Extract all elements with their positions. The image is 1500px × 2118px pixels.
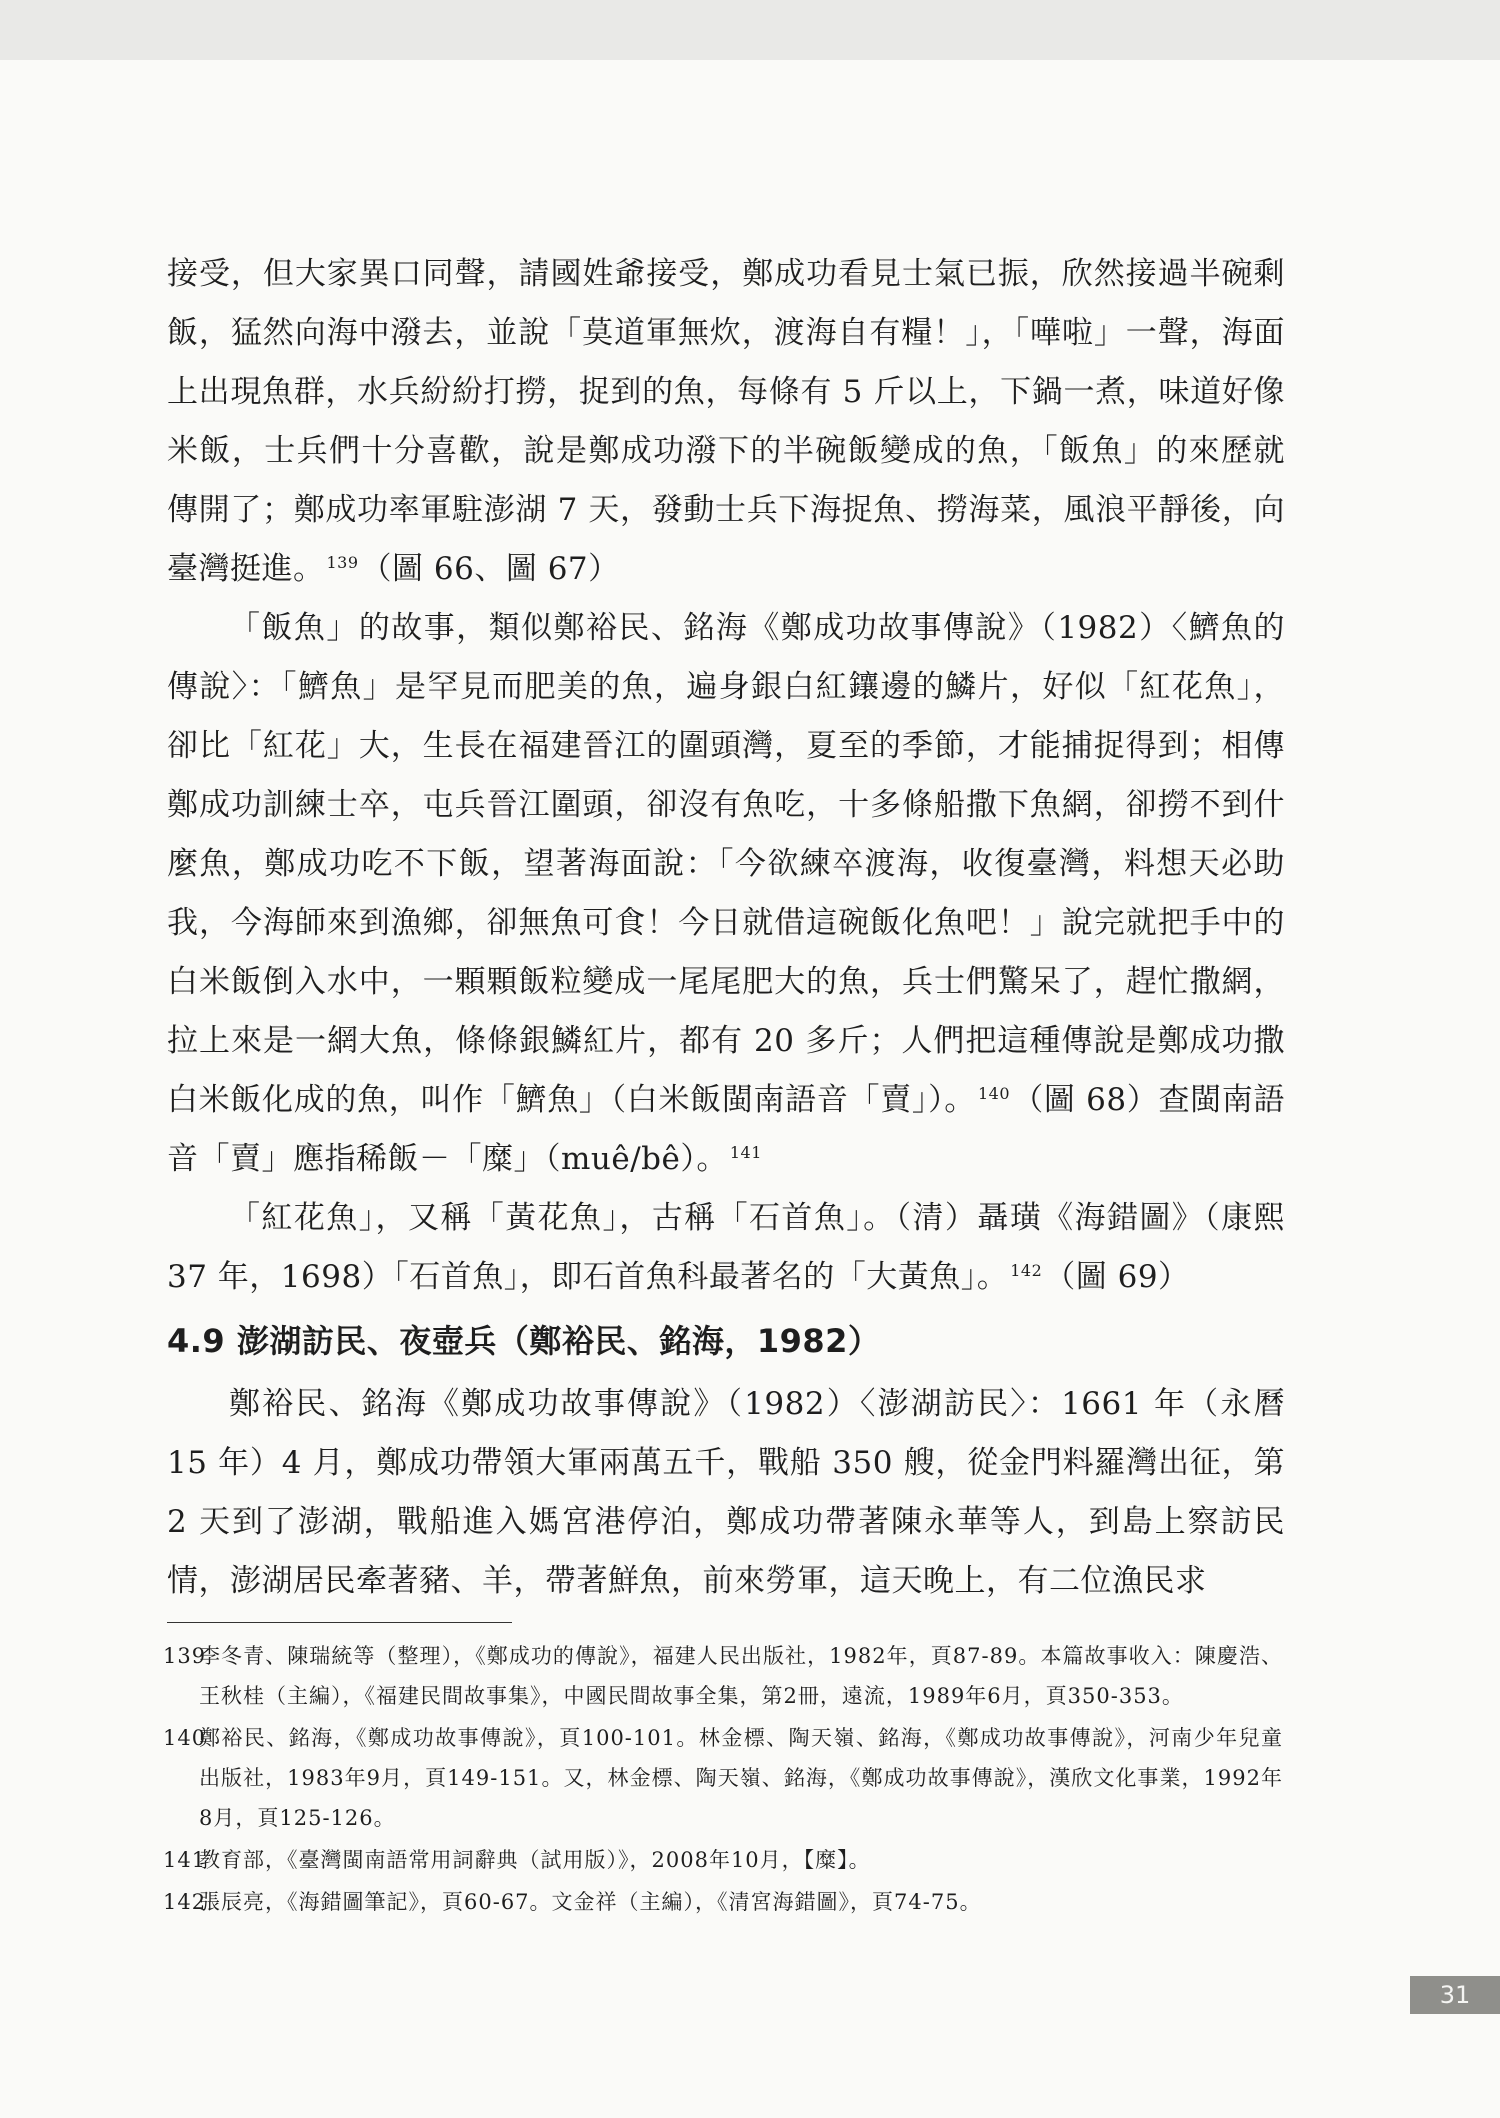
footnote-divider <box>167 1622 512 1623</box>
paragraph-3 <box>167 1189 1285 1307</box>
footnote-ref-141[interactable]: 141 <box>729 1142 762 1162</box>
footnote-ref-139[interactable]: 139 <box>326 552 359 572</box>
scan-top-band <box>0 0 1500 60</box>
paragraph-text: 「飯魚」的故事，類似鄭裕民、銘海《鄭成功故事傳說》（1982）〈鱭魚的傳說〉：「鱭魚」是罕見而肥美的魚，遍身銀白紅鑲邊的鱗片，好似「紅花魚」，卻比「紅花」大，生長在福建晉江的圍頭灣，夏至的季節，才能捕捉得到；相傳鄭成功訓練士卒，屯兵晉江圍頭，卻沒有魚吃，十多條船撒下魚網，卻撈不到什麼魚，鄭成功吃不下飯，望著海面說：「今欲練卒渡海，收復臺灣，料想天必助我，今海師來到漁鄉，卻無魚可食！今日就借這碗飯化魚吧！」說完就把手中的白米飯倒入水中，一顆顆飯粒變成一尾尾肥大的魚，兵士們驚呆了，趕忙撒網，拉上來是一網大魚，條條銀鱗紅片，都有 20 多斤；人們把這種傳說是鄭成功撒白米飯化成的魚，叫作「鱭魚」（白米飯閩南語音「賣」）。 <box>167 610 1285 1118</box>
figure-ref: （圖 66、圖 67） <box>360 551 620 587</box>
section-heading: 4.9 澎湖訪民、夜壺兵（鄭裕民、銘海，1982） <box>167 1322 881 1360</box>
paragraph-2 <box>167 599 1285 1189</box>
footnote-142 <box>163 1882 1283 1922</box>
section-paragraph: 鄭裕民、銘海《鄭成功故事傳說》（1982）〈澎湖訪民〉：1661 年（永曆 15 年）4 月，鄭成功帶領大軍兩萬五千，戰船 350 艘，從金門料羅灣出征，第 2 天到了澎湖，戰船進入媽宮港停泊，鄭成功帶著陳永華等人，到島上察訪民情，澎湖居民牽著豬、羊，帶著鮮魚，前來勞軍，這天晚上，有二位漁民求 <box>167 1386 1285 1599</box>
footnote-text: 李冬青、陳瑞統等（整理），《鄭成功的傳說》，福建人民出版社，1982年，頁87-89。本篇故事收入：陳慶浩、王秋桂（主編），《福建民間故事集》，中國民間故事全集，第2冊，遠流，1989年6月，頁350-353。 <box>199 1644 1283 1708</box>
footnote-text: 教育部，《臺灣閩南語常用詞辭典（試用版）》，2008年10月，【糜】。 <box>199 1848 871 1872</box>
page-number: 31 <box>1410 1976 1500 2014</box>
footnotes <box>163 1636 1283 1924</box>
footnote-number: 141 <box>163 1848 207 1872</box>
footnote-ref-140[interactable]: 140 <box>977 1083 1011 1103</box>
footnote-140 <box>163 1718 1283 1838</box>
paragraph-text-cont: （圖 68）查閩南語音「賣」應指稀飯－「糜」（muê/bê）。 <box>167 1082 1285 1177</box>
paragraph-1 <box>167 245 1285 599</box>
figure-ref: （圖 69） <box>1044 1259 1190 1295</box>
footnote-ref-142[interactable]: 142 <box>1010 1260 1043 1280</box>
footnote-number: 140 <box>163 1726 207 1750</box>
footnote-139 <box>163 1636 1283 1716</box>
footnote-text: 鄭裕民、銘海，《鄭成功故事傳說》，頁100-101。林金標、陶天嶺、銘海，《鄭成功故事傳說》，河南少年兒童出版社，1983年9月，頁149-151。又，林金標、陶天嶺、銘海，《鄭成功故事傳說》，漢欣文化事業，1992年8月，頁125-126。 <box>199 1726 1283 1830</box>
body-text <box>167 245 1285 1611</box>
paragraph-text: 「紅花魚」，又稱「黃花魚」，古稱「石首魚」。（清）聶璜《海錯圖》（康熙 37 年，1698）「石首魚」，即石首魚科最著名的「大黃魚」。 <box>167 1200 1285 1295</box>
footnote-141 <box>163 1840 1283 1880</box>
footnote-number: 139 <box>163 1644 207 1668</box>
footnote-number: 142 <box>163 1890 207 1914</box>
footnote-text: 張辰亮，《海錯圖筆記》，頁60-67。文金祥（主編），《清宮海錯圖》，頁74-75。 <box>199 1890 982 1914</box>
paragraph-text: 接受，但大家異口同聲，請國姓爺接受，鄭成功看見士氣已振，欣然接過半碗剩飯，猛然向海中潑去，並說「莫道軍無炊，渡海自有糧！」，「嘩啦」一聲，海面上出現魚群，水兵紛紛打撈，捉到的魚，每條有 5 斤以上，下鍋一煮，味道好像米飯，士兵們十分喜歡，說是鄭成功潑下的半碗飯變成的魚，「飯魚」的來歷就傳開了；鄭成功率軍駐澎湖 7 天，發動士兵下海捉魚、撈海菜，風浪平靜後，向臺灣挺進。 <box>167 256 1285 587</box>
